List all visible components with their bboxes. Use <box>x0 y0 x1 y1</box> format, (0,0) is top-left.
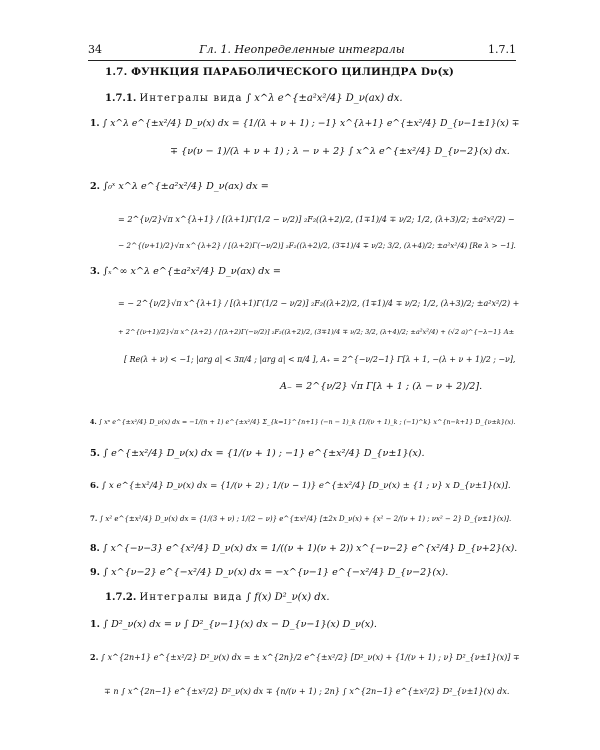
formula-number: 1. <box>90 118 100 129</box>
subsection-number: 1.7.2. <box>105 592 137 603</box>
formula-line <box>90 416 515 428</box>
formula-line <box>90 266 281 278</box>
subsection-number: 1.7.1. <box>105 93 137 104</box>
formula-number: 8. <box>90 543 100 554</box>
section-ref: 1.7.1 <box>488 43 516 56</box>
formula-line <box>90 513 511 525</box>
formula-line <box>90 448 425 460</box>
formula-number: 6. <box>90 481 99 491</box>
subsection-heading-2 <box>105 592 330 603</box>
formula-line <box>118 326 514 338</box>
subsection-label: Интегралы вида <box>139 592 243 603</box>
formula-text: = 2^{ν/2}√π x^{λ+1} / [(λ+1)Γ(1/2 − ν/2)] ₂F₂((λ+2)/2, (1∓1)/4 ∓ ν/2; 1/2, (λ+3)/2; ±a²x²/2) − <box>118 214 515 224</box>
formula-line <box>90 567 448 579</box>
formula-text: [ Re(λ + ν) < −1; |arg a| < 3π/4 ; |arg a| < π/4 ], A₊ = 2^{−ν/2−1} Γ[λ + 1, −(λ + ν + 1)/2 ; −ν], <box>124 355 516 364</box>
formula-text: ∓ n ∫ x^{2n−1} e^{±x²/2} D²_ν(x) dx ∓ {n/(ν + 1) ; 2n} ∫ x^{2n−1} e^{±x²/2} D²_{ν±1}(x) dx. <box>104 686 510 696</box>
formula-line <box>90 181 269 193</box>
formula-line <box>104 685 509 697</box>
formula-text: ∫ x e^{±x²/4} D_ν(x) dx = {1/(ν + 2) ; 1/(ν − 1)} e^{±x²/4} [D_ν(x) ± {1 ; ν} x D_{ν±1}(x)]. <box>101 481 511 491</box>
formula-line <box>90 118 519 130</box>
subsection-heading-1 <box>105 93 403 104</box>
subsection-label: Интегралы вида <box>139 93 243 104</box>
formula-number: 3. <box>90 266 101 277</box>
formula-number: 2. <box>90 652 99 662</box>
formula-line <box>90 619 377 631</box>
formula-text: ∫ₓ^∞ x^λ e^{±a²x²/4} D_ν(ax) dx = <box>103 266 281 277</box>
formula-text: + 2^{(ν+1)/2}√π x^{λ+2} / [(λ+2)Γ(−ν/2)] ₂F₂((λ+2)/2, (3∓1)/4 ∓ ν/2; 3/2, (λ+4)/2; ±a²x²/4) + (√2 a)^{−λ−1} A± <box>118 328 515 336</box>
formula-number: 7. <box>90 514 98 523</box>
formula-number: 1. <box>90 619 101 630</box>
formula-text: ∓ {ν(ν − 1)/(λ + ν + 1) ; λ − ν + 2} ∫ x^λ e^{±x²/4} D_{ν−2}(x) dx. <box>170 146 510 157</box>
running-header <box>88 43 516 57</box>
formula-text: ∫ x^{ν−2} e^{−x²/4} D_ν(x) dx = −x^{ν−1} e^{−x²/4} D_{ν−2}(x). <box>103 567 449 578</box>
formula-line <box>90 480 511 492</box>
page-number: 34 <box>88 43 102 56</box>
formula-text: − 2^{(ν+1)/2}√π x^{λ+2} / [(λ+2)Γ(−ν/2)] ₂F₂((λ+2)/2, (3∓1)/4 ∓ ν/2; 3/2, (λ+4)/2; ±a²x²/4) [Re λ > −1]. <box>118 241 516 250</box>
formula-line <box>118 298 519 310</box>
formula-line <box>118 213 515 225</box>
formula-text: ∫ x^λ e^{±x²/4} D_ν(x) dx = {1/(λ + ν + 1) ; −1} x^{λ+1} e^{±x²/4} D_{ν−1±1}(x) ∓ <box>102 118 520 129</box>
formula-text: ∫ D²_ν(x) dx = ν ∫ D²_{ν−1}(x) dx − D_{ν−1}(x) D_ν(x). <box>103 619 377 630</box>
formula-number: 5. <box>90 448 101 459</box>
chapter-title: Гл. 1. Неопределенные интегралы <box>199 43 405 56</box>
formula-line <box>280 381 482 393</box>
formula-line <box>90 543 517 555</box>
formula-text: ∫ x^{2n+1} e^{±x²/2} D²_ν(x) dx = ± x^{2n}/2 e^{±x²/2} [D²_ν(x) + {1/(ν + 1) ; ν} D²_{ν±1}(x)] ∓ <box>100 653 520 662</box>
formula-text: = − 2^{ν/2}√π x^{λ+1} / [(λ+1)Γ(1/2 − ν/2)] ₂F₂((λ+2)/2, (1∓1)/4 ∓ ν/2; 1/2, (λ+3)/2; ±a²x²/2) + <box>118 299 520 308</box>
section-title: 1.7. ФУНКЦИЯ ПАРАБОЛИЧЕСКОГО ЦИЛИНДРА Dν(x) <box>105 66 454 78</box>
formula-number: 4. <box>90 418 97 426</box>
header-rule <box>88 60 516 61</box>
formula-number: 9. <box>90 567 101 578</box>
formula-text: ∫ x² e^{±x²/4} D_ν(x) dx = {1/(3 + ν) ; 1/(2 − ν)} e^{±x²/4} [±2x D_ν(x) + {x² − 2/(ν + 1) ; νx² − 2} D_{ν±1}(x)]. <box>99 515 512 523</box>
subsection-formula: ∫ f(x) D²_ν(x) dx. <box>245 592 330 603</box>
formula-text: ∫₀ˣ x^λ e^{±a²x²/4} D_ν(ax) dx = <box>103 181 269 192</box>
formula-text: ∫ xⁿ e^{±x²/4} D_ν(x) dx = −1/(n + 1) e^{±x²/4} Σ_{k=1}^{n+1} (−n − 1)_k {1/(ν + 1)_k ; (−1)^k} x^{n−k+1} D_{ν±k}(x). <box>98 418 516 426</box>
formula-text: A₋ = 2^{ν/2} √π Γ[λ + 1 ; (λ − ν + 2)/2]. <box>280 381 483 392</box>
formula-line <box>90 651 520 664</box>
formula-line <box>118 240 516 252</box>
formula-text: ∫ x^{−ν−3} e^{x²/4} D_ν(x) dx = 1/((ν + 1)(ν + 2)) x^{−ν−2} e^{x²/4} D_{ν+2}(x). <box>102 543 518 554</box>
formula-line <box>124 354 515 366</box>
formula-text: ∫ e^{±x²/4} D_ν(x) dx = {1/(ν + 1) ; −1} e^{±x²/4} D_{ν±1}(x). <box>103 448 425 459</box>
subsection-formula: ∫ x^λ e^{±a²x²/4} D_ν(ax) dx. <box>245 93 403 104</box>
formula-number: 2. <box>90 181 101 192</box>
formula-line <box>170 146 510 158</box>
